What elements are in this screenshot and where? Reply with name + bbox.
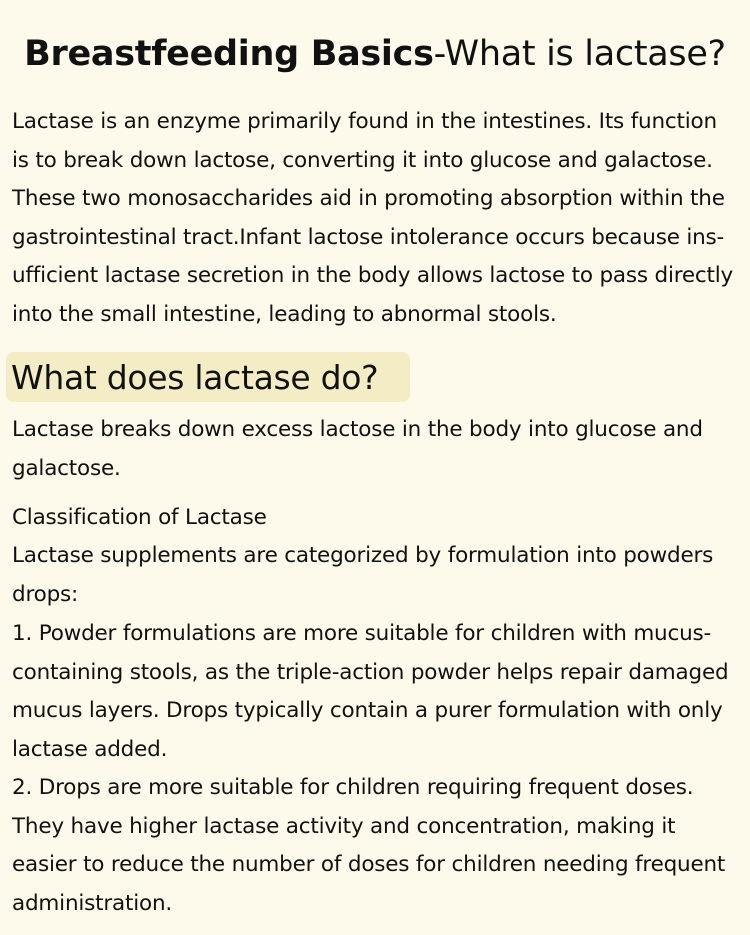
title-normal-part: -What is lactase? xyxy=(433,34,726,74)
categories-intro-paragraph: Lactase supplements are categorized by formulation into powders drops: xyxy=(12,543,714,607)
classification-label: Classification of Lactase xyxy=(12,505,267,530)
drops-item: 2. Drops are more suitable for children requiring frequent doses. They have higher lactase activity and concentration, making it easier to reduce the number of doses for children needing frequent administration. xyxy=(12,775,726,916)
page-title xyxy=(0,30,750,78)
section-body-paragraph: Lactase breaks down excess lactose in the body into glucose and galactose. xyxy=(12,417,703,481)
title-bold-part: Breastfeeding Basics xyxy=(24,34,434,74)
powder-item: 1. Powder formulations are more suitable for children with mucus-containing stools, as the triple-action powder helps repair damaged mucus layers. Drops typically contain a purer formulation with only lactase added. xyxy=(12,621,729,762)
section-heading: What does lactase do? xyxy=(11,358,379,397)
intro-paragraph: Lactase is an enzyme primarily found in the intestines. Its function is to break down lactose, converting it into glucose and galactose. These two monosaccharides aid in promoting absorption within the gastrointestinal tract.Infant lactose intolerance occurs because ins-ufficient lactase secretion in the body allows lactose to pass directly into the small intestine, leading to abnormal stools. xyxy=(12,109,734,327)
